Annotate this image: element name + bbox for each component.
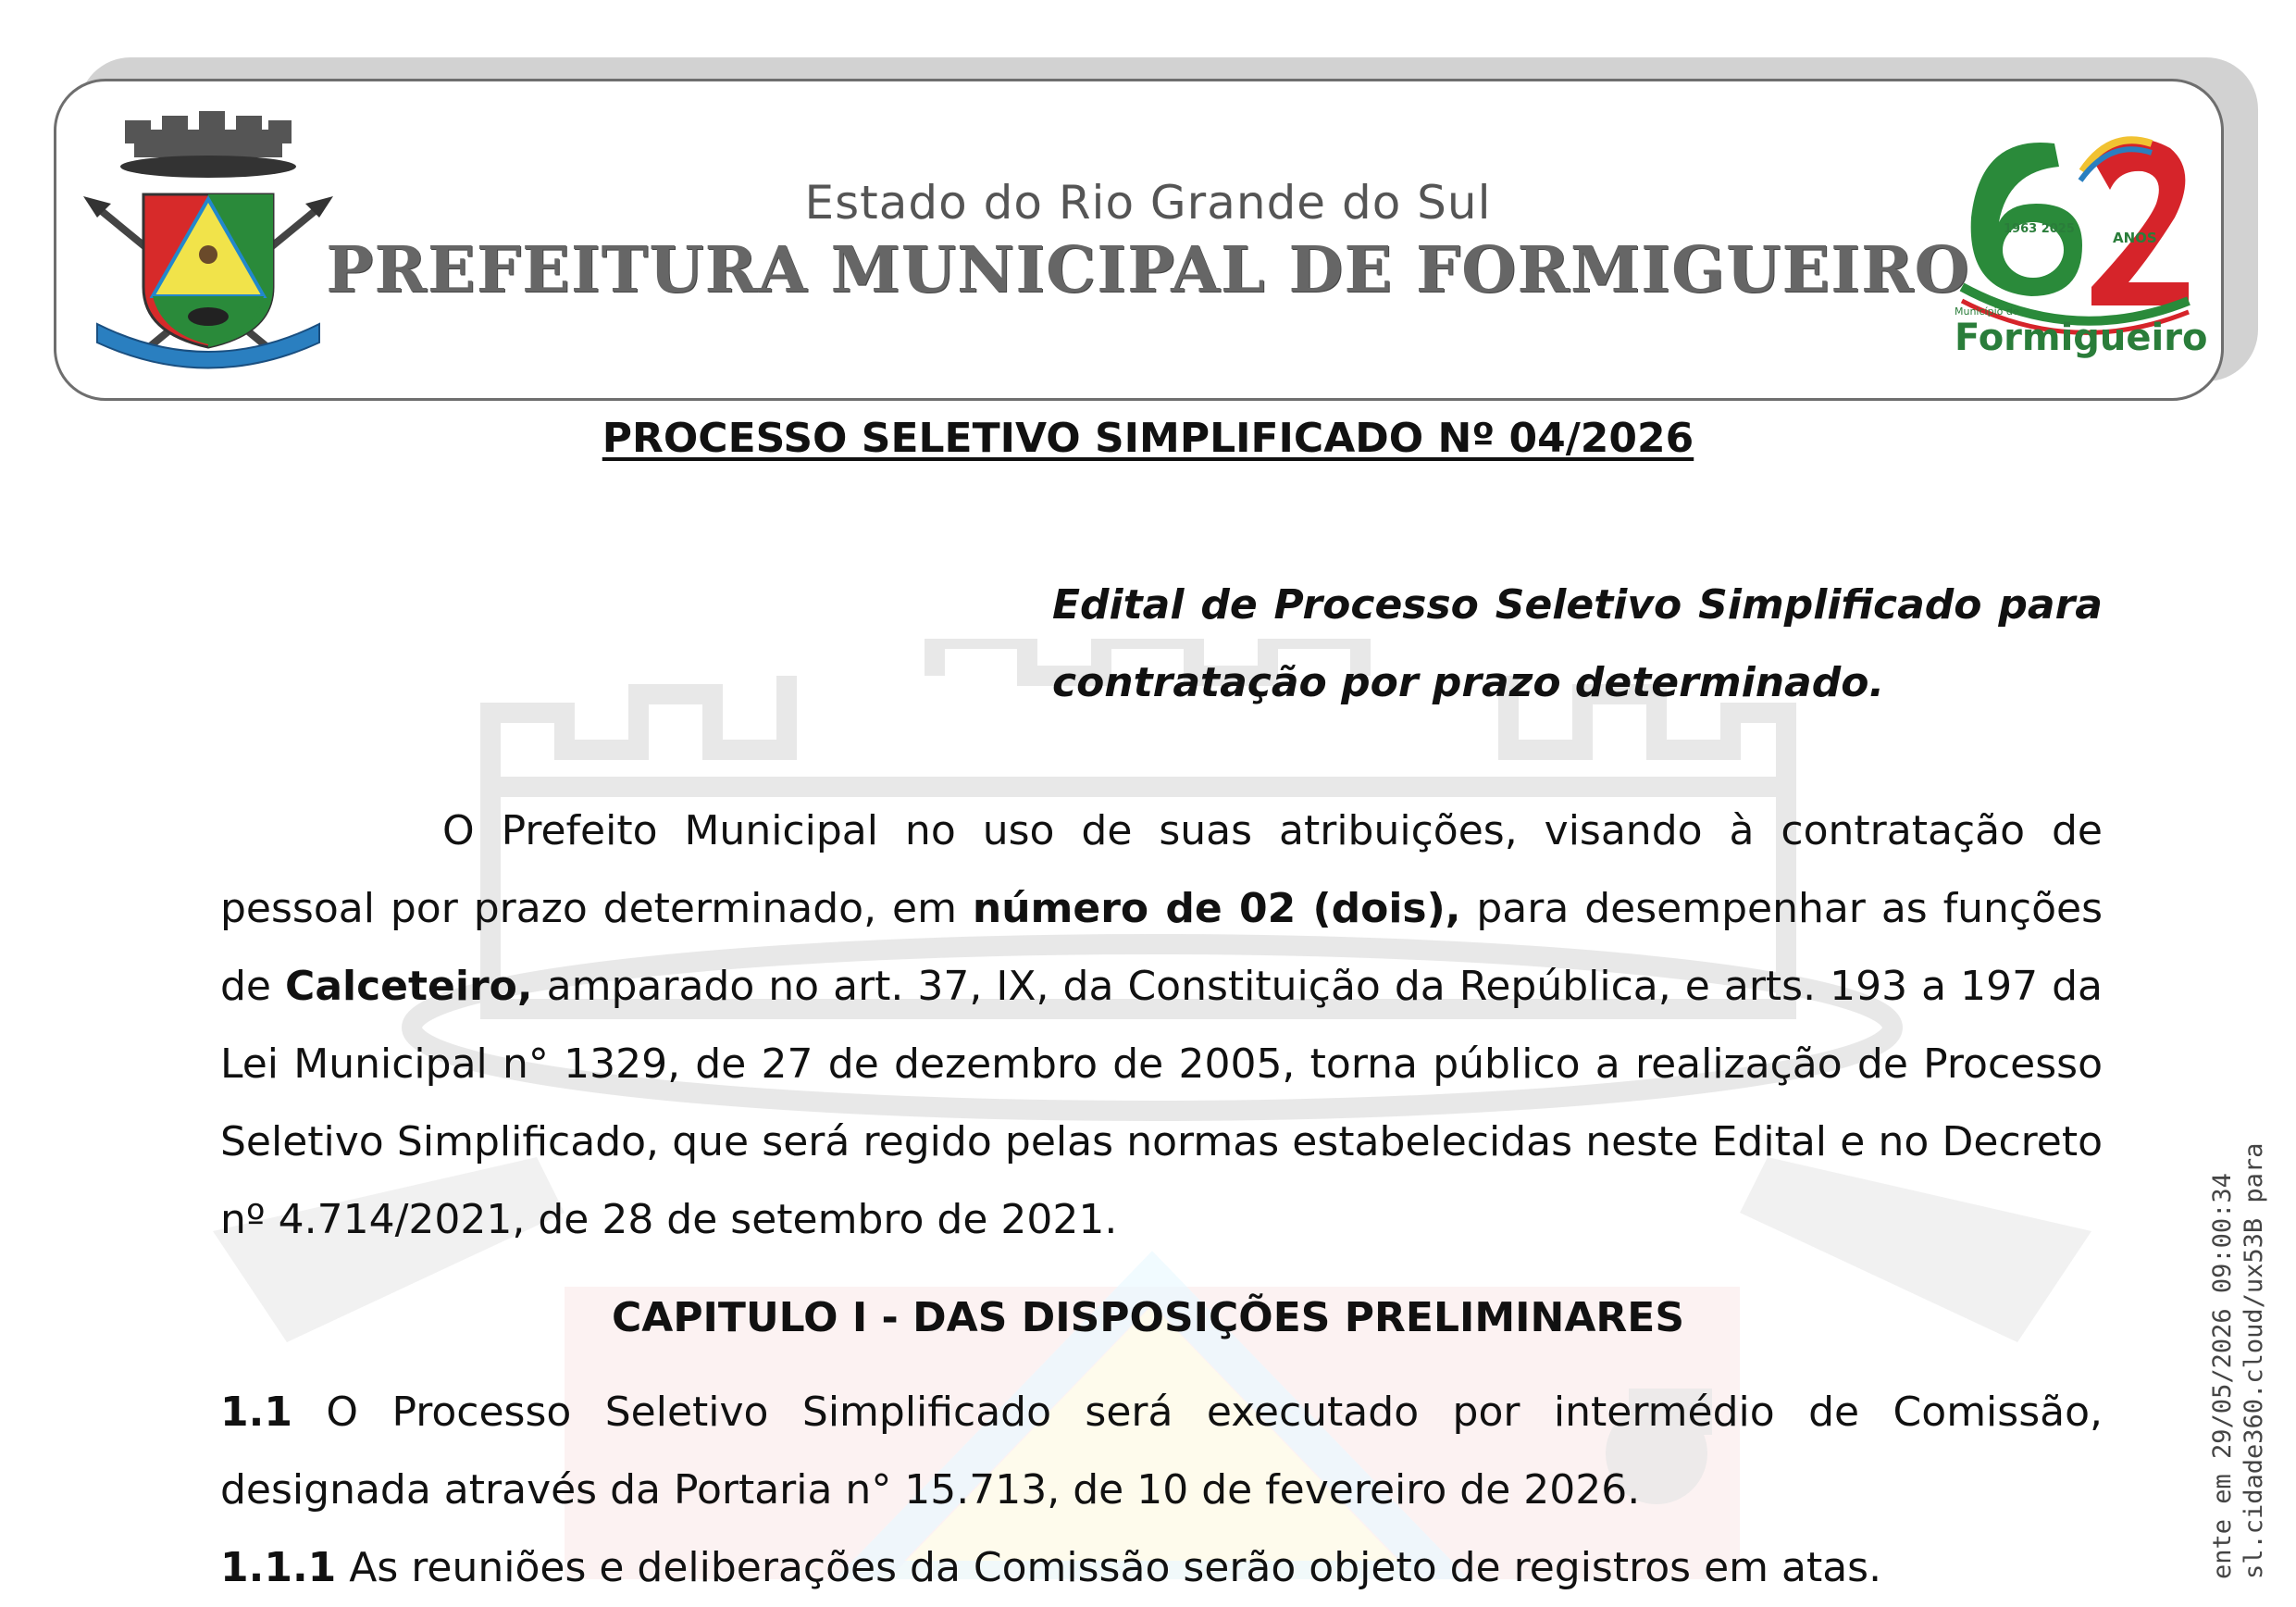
logo-municipio: Município de <box>1955 305 2019 318</box>
intro-bold-function: Calceteiro, <box>285 963 533 1010</box>
intro-text-2: para desempenhar as funções de <box>220 885 2104 1010</box>
stamp-line-2: sl.cidade360.cloud/ux53B para <box>2240 1142 2268 1579</box>
header-title: PREFEITURA MUNICIPAL DE FORMIGUEIRO <box>326 233 1970 307</box>
item-number: 1.1 <box>220 1389 292 1436</box>
document-subtitle: Edital de Processo Seletivo Simplificado para contratação por prazo determinado. <box>1052 581 2103 706</box>
logo-anos: ANOS <box>2113 230 2157 246</box>
intro-paragraph <box>220 792 2103 1259</box>
document-title: PROCESSO SELETIVO SIMPLIFICADO Nº 04/2026 <box>602 415 1694 462</box>
intro-text-3: amparado no art. 37, IX, da Constituição da República, e arts. 193 a 197 da Lei Municipal n° 1329, de 27 de dezembro de 2005, torna público a realização de Processo Seletivo Simplificado, que será regido pelas normas estabelecidas neste Edital e no Decreto nº 4.714/2021, de 28 de setembro de 2021. <box>220 963 2103 1243</box>
intro-text-1: O Prefeito Municipal no uso de suas atribuições, visando à contratação de pessoal por prazo determinado, em <box>220 807 2103 932</box>
chapter-heading: CAPITULO I - DAS DISPOSIÇÕES PRELIMINARES <box>611 1294 1685 1341</box>
logo-name: Formigueiro <box>1955 317 2208 359</box>
list-item <box>220 1374 2103 1529</box>
header-state: Estado do Rio Grande do Sul <box>804 176 1492 230</box>
logo-years: 1963 2025 <box>2004 222 2075 236</box>
signature-verification-stamp <box>2207 1143 2270 1579</box>
stamp-line-1: ente em 29/05/2026 09:00:34 <box>2208 1173 2237 1579</box>
item-text: O Processo Seletivo Simplificado será executado por intermédio de Comissão, designada através da Portaria n° 15.713, de 10 de fevereiro de 2026. <box>220 1389 2103 1514</box>
list-item <box>220 1529 2103 1607</box>
item-number: 1.1.1 <box>220 1544 337 1591</box>
intro-bold-quantity: número de 02 (dois), <box>972 885 1461 932</box>
item-text: As reuniões e deliberações da Comissão serão objeto de registros em atas. <box>336 1544 1882 1591</box>
